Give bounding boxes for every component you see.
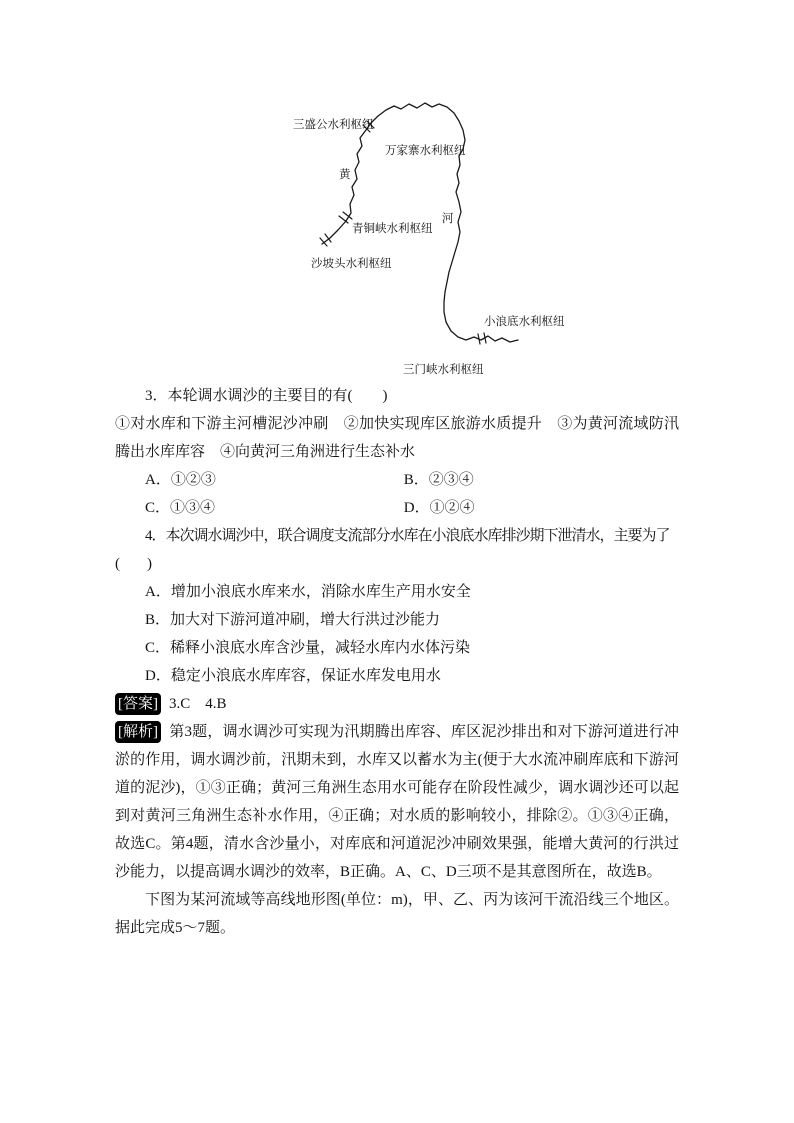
answer-badge: [答案]: [115, 693, 161, 715]
map-label-shapotou: 沙坡头水利枢纽: [311, 258, 392, 270]
question-3-items: ①对水库和下游主河槽泥沙冲刷 ②加快实现库区旅游水质提升 ③为黄河流域防汛腾出水库库容 ④向黄河三角洲进行生态补水: [115, 416, 679, 460]
question-4-stem-line2: ( ): [115, 556, 151, 572]
option-3d: D．①②④: [403, 500, 475, 516]
dam-symbol-xiaolangdi: [478, 333, 486, 344]
option-4a: A．增加小浪底水库来水，消除水库生产用水安全: [145, 584, 471, 600]
option-3c: C．①③④: [145, 500, 216, 516]
answer-line: [115, 690, 679, 718]
analysis-text: 第3题，调水调沙可实现为汛期腾出库容、库区泥沙排出和对下游河道进行冲淤的作用，调水调沙前，汛期未到，水库又以蓄水为主(便于大水流冲刷库底和下游河道的泥沙)，①③正确；黄河三角洲生态用水可能存在阶段性减少，调水调沙还可以起到对黄河三角洲生态补水作用，④正确；对水质的影响较小，排除②。①③④正确，故选C。第4题，清水含沙量小，对库底和河道泥沙冲刷效果强，能增大黄河的行洪过沙能力，以提高调水调沙的效率，B正确。A、C、D三项不是其意图所在，故选B。: [115, 724, 679, 880]
option-4c: C．稀释小浪底水库含沙量，减轻水库内水体污染: [145, 640, 471, 656]
map-label-sanshenggong: 三盛公水利枢纽: [293, 119, 374, 131]
next-questions-intro: 下图为某河流域等高线地形图(单位：m)，甲、乙、丙为该河干流沿线三个地区。据此完成5～7题。: [115, 892, 679, 936]
question-4-stem: [115, 522, 679, 578]
question-3-stem: 3．本轮调水调沙的主要目的有( ): [145, 388, 388, 404]
yellow-river-map: [267, 92, 587, 382]
question-3-options-row-1: [115, 466, 679, 494]
option-3b: B．②③④: [403, 472, 474, 488]
map-label-sanmenxia: 三门峡水利枢纽: [403, 364, 484, 376]
map-label-qingtongxia: 青铜峡水利枢纽: [352, 223, 433, 235]
map-label-he: 河: [442, 213, 454, 225]
map-figure: [267, 92, 587, 382]
map-label-wanjiazhai: 万家寨水利枢纽: [385, 145, 466, 157]
option-3a: A．①②③: [145, 472, 216, 488]
map-label-xiaolangdi: 小浪底水利枢纽: [484, 316, 565, 328]
question-4-stem-line1: 4．本次调水调沙中，联合调度支流部分水库在小浪底水库排沙期下泄清水，主要为了: [145, 528, 670, 544]
answer-text: 3.C 4.B: [169, 696, 227, 712]
analysis-badge: [解析]: [115, 721, 161, 743]
option-4d: D．稳定小浪底水库库容，保证水库发电用水: [145, 668, 441, 684]
analysis-paragraph: [115, 718, 679, 886]
map-label-huang: 黄: [339, 169, 351, 181]
option-4b: B．加大对下游河道冲刷，增大行洪过沙能力: [145, 612, 441, 628]
question-3-options-row-2: [115, 494, 679, 522]
